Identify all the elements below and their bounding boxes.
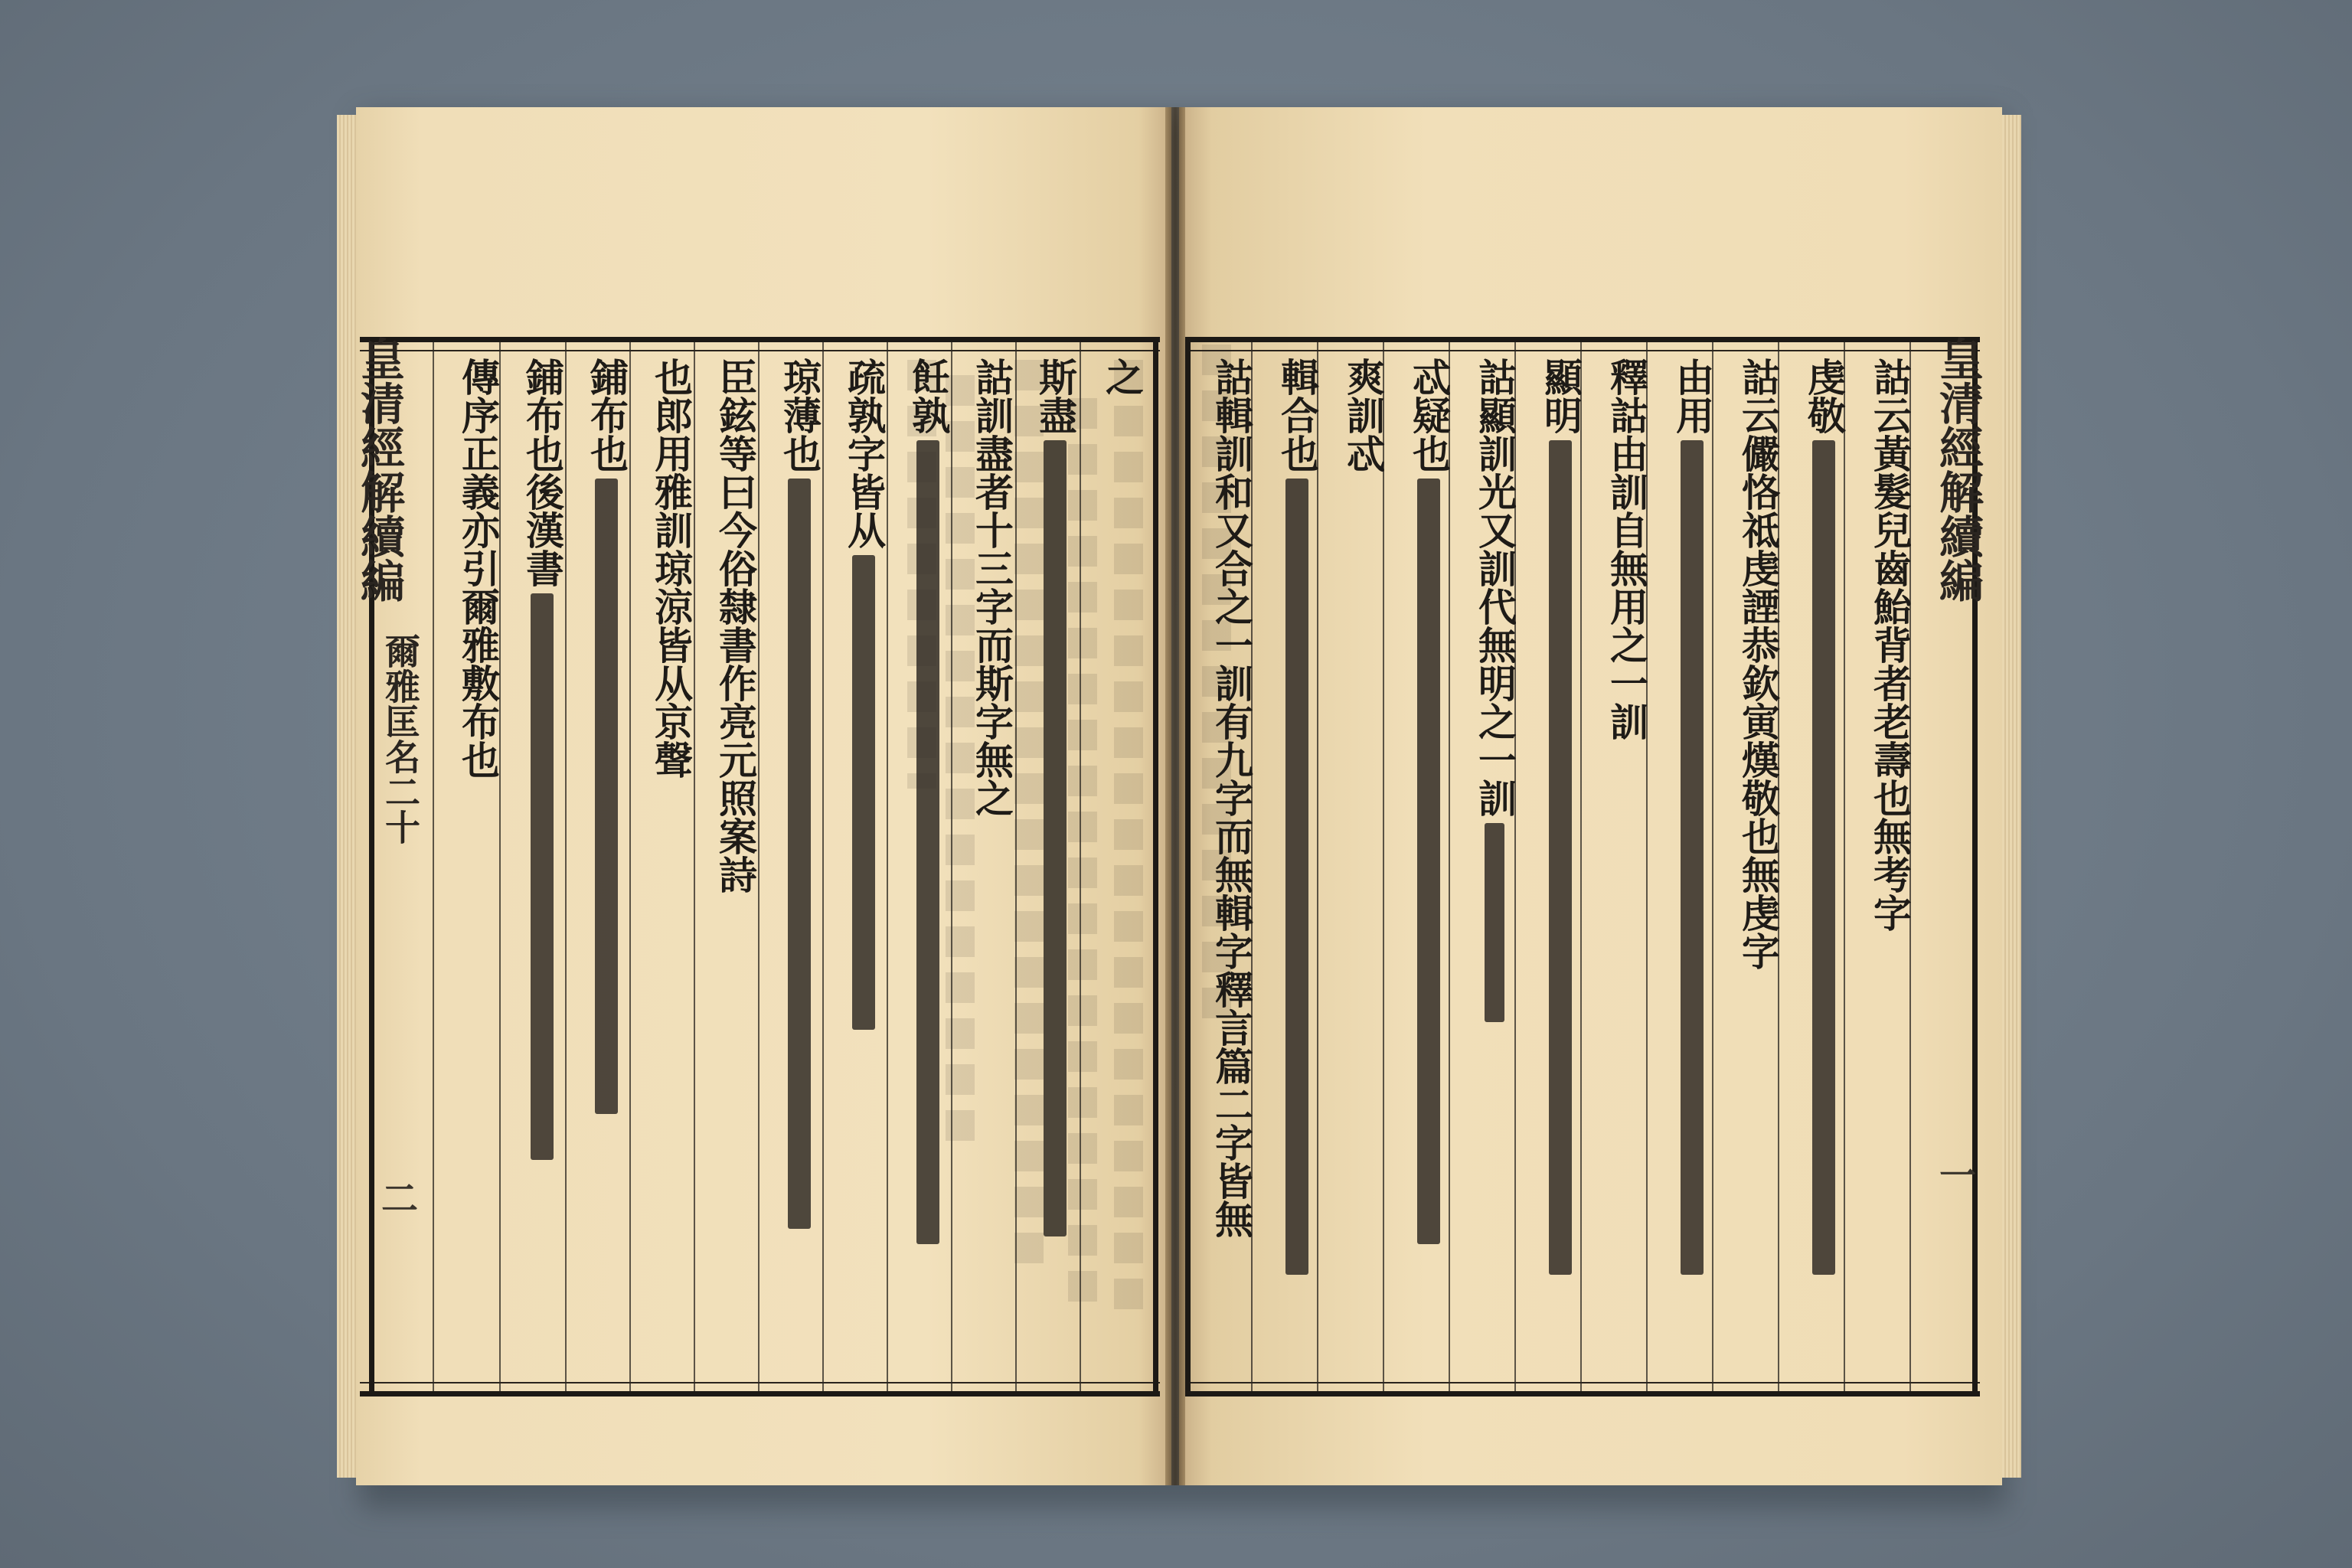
column-text: 琼薄也 — [777, 358, 822, 472]
text-column — [905, 358, 951, 1250]
text-column — [712, 358, 758, 893]
text-column — [1801, 358, 1847, 1281]
text-column — [1537, 358, 1583, 1281]
right-folio-text: 一 — [1939, 1155, 1977, 1197]
column-text: 虔敬 — [1802, 358, 1847, 434]
column-text: 詁顯訓光又訓代無明之一訓 — [1472, 358, 1517, 817]
text-column — [1472, 358, 1517, 1028]
text-column — [1032, 358, 1078, 1243]
column-text: 之 — [1099, 358, 1145, 396]
left-margin-subtitle — [377, 633, 424, 844]
left-page-frame — [353, 336, 1160, 1396]
text-column — [1406, 358, 1452, 1250]
column-text: 爽訓忒 — [1341, 358, 1386, 472]
column-text: 詁云黃髮兒齒鮐背者老壽也無考字 — [1867, 358, 1913, 932]
text-column — [648, 358, 694, 779]
text-column — [841, 358, 887, 1036]
text-column — [455, 358, 501, 779]
text-column — [969, 358, 1014, 817]
column-text: 傳序正義亦引爾雅敷布也 — [456, 358, 501, 779]
left-folio — [381, 1169, 418, 1222]
column-text: 忒疑也 — [1406, 358, 1452, 472]
left-margin-title — [355, 336, 403, 603]
text-column — [1274, 358, 1320, 1281]
text-column — [1340, 358, 1386, 472]
book-gutter — [1165, 107, 1185, 1485]
column-text: 詁訓盡者十三字而斯字無之 — [969, 358, 1014, 817]
column-text: 臣鉉等曰今俗隸書作亮元照案詩 — [713, 358, 758, 893]
text-column — [776, 358, 822, 1235]
text-column — [1669, 358, 1715, 1281]
text-column — [1735, 358, 1781, 970]
column-text: 詁云儼恪祗虔諲恭欽寅熯敬也無虔字 — [1736, 358, 1781, 970]
left-folio-text: 二 — [381, 1178, 419, 1220]
text-column — [1099, 358, 1145, 396]
text-column — [519, 358, 565, 1166]
column-text: 也郎用雅訓琼涼皆从京聲 — [648, 358, 694, 779]
column-text: 飪孰 — [906, 358, 951, 434]
right-margin-title-text: 皇清經解續編 — [1932, 336, 1984, 603]
column-text: 鋪布也後漢書 — [520, 358, 565, 587]
column-text: 輯合也 — [1275, 358, 1320, 472]
column-text: 由用 — [1670, 358, 1715, 434]
column-text: 斯盡 — [1033, 358, 1078, 434]
column-text: 鋪布也 — [584, 358, 629, 472]
left-margin-subtitle-text: 爾雅匡名二十 — [380, 633, 421, 844]
column-text: 詁輯訓和又合之一訓有九字而無輯字釋言篇二字皆無 — [1209, 358, 1254, 1238]
column-text: 疏孰字皆从 — [841, 358, 887, 549]
text-column — [583, 358, 629, 1120]
column-text: 釋詁由訓自無用之一訓 — [1604, 358, 1649, 740]
left-margin-title-text: 皇清經解續編 — [353, 336, 405, 603]
right-page-frame — [1185, 336, 1984, 1396]
right-folio — [1939, 1146, 1976, 1199]
column-text: 顯明 — [1538, 358, 1583, 434]
text-column — [1867, 358, 1913, 932]
right-margin-title — [1932, 336, 1984, 603]
text-column — [1208, 358, 1254, 1238]
text-column — [1603, 358, 1649, 740]
